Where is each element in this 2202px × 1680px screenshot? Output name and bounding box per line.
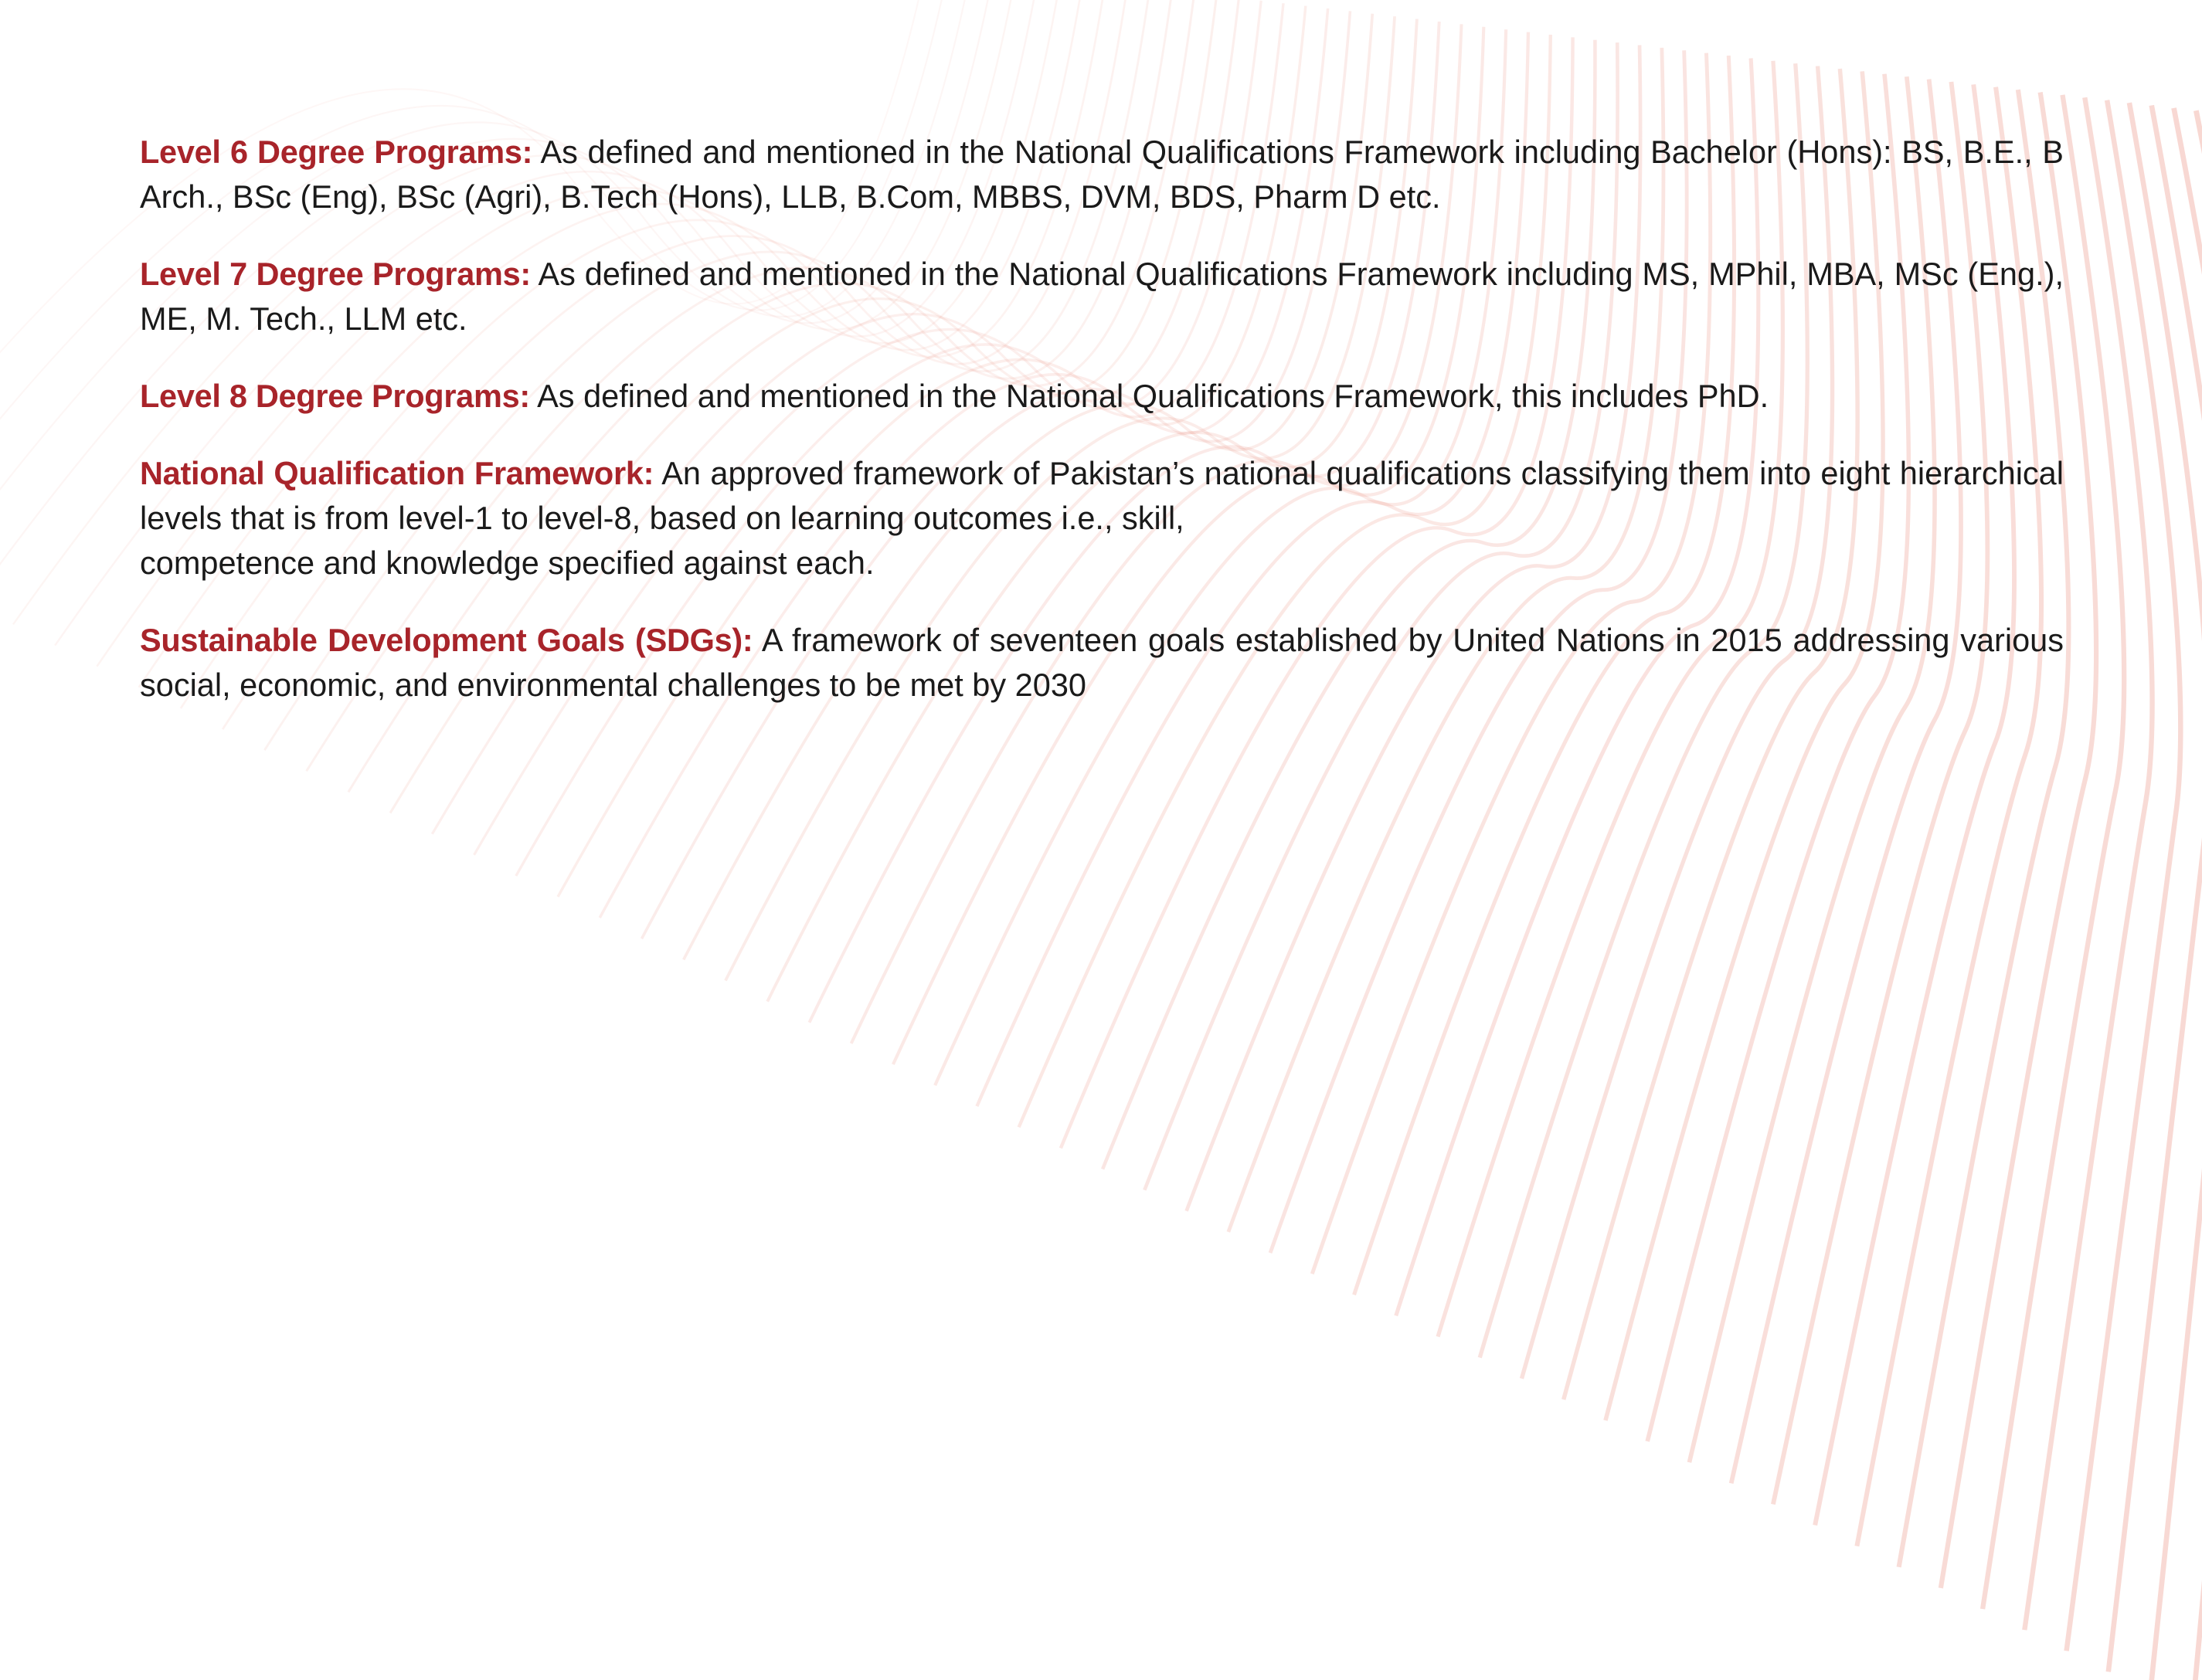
definition-text-level-8: As defined and mentioned in the National Qualifications Framework, this includes PhD. — [537, 378, 1769, 414]
definitions-list — [140, 130, 2064, 740]
definition-text-nqf-line2: competence and knowledge specified against each. — [140, 545, 875, 581]
definition-sdgs — [140, 618, 2064, 708]
definition-level-8 — [140, 374, 2064, 419]
term-level-8: Level 8 Degree Programs: — [140, 378, 530, 414]
background-wave-line — [2150, 105, 2202, 1680]
term-level-6: Level 6 Degree Programs: — [140, 134, 533, 170]
term-sdgs: Sustainable Development Goals (SDGs): — [140, 622, 753, 658]
definition-level-7 — [140, 252, 2064, 341]
definition-nqf — [140, 451, 2064, 585]
term-nqf: National Qualification Framework: — [140, 455, 654, 491]
background-wave-line — [2067, 100, 2181, 1651]
definition-text-level-7: As defined and mentioned in the National Qualifications Framework including MS, MPhil, MBA, MSc (Eng.), ME, M. Tech., LLM etc. — [140, 256, 2064, 337]
definition-text-sdgs: A framework of seventeen goals established by United Nations in 2015 addressing various social, economic, and environmental challenges to be met by 2030 — [140, 622, 2064, 703]
definition-level-6 — [140, 130, 2064, 219]
definition-text-nqf: An approved framework of Pakistan’s national qualifications classifying them into eight hierarchical levels that is from level-1 to level-8, based on learning outcomes i.e., skill, — [140, 455, 2064, 536]
term-level-7: Level 7 Degree Programs: — [140, 256, 531, 292]
definition-text-level-6: As defined and mentioned in the National Qualifications Framework including Bachelor (Hons): BS, B.E., B Arch., BSc (Eng), BSc (Agri), B.Tech (Hons), LLB, B.Com, MBBS, DVM, BDS, Pharm D etc. — [140, 134, 2064, 215]
